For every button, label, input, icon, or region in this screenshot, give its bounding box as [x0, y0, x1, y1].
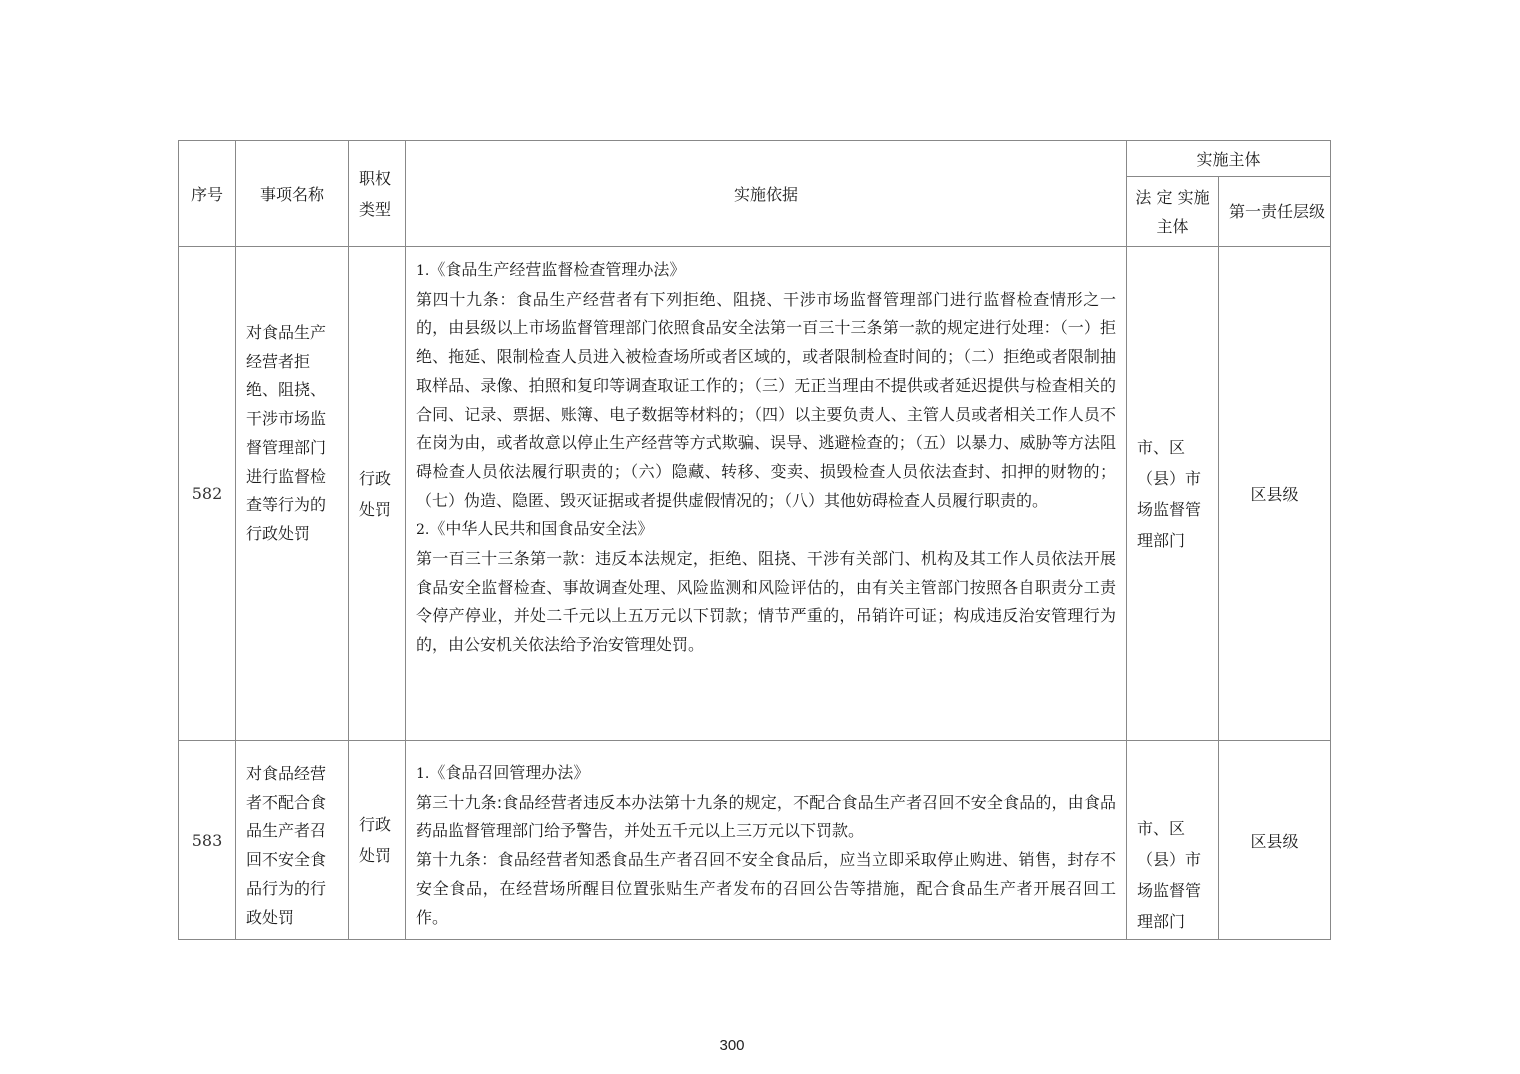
basis-article: 第四十九条：食品生产经营者有下列拒绝、阻挠、干涉市场监督管理部门进行监督检查情形之一的，由县级以上市场监督管理部门依照食品安全法第一百三十三条第一款的规定进行处理：（一）拒绝、拖延、限制检查人员进入被检查场所或者区域的，或者限制检查时间的；（二）拒绝或者限制抽取样品、录像、拍照和复印等调查取证工作的；（三）无正当理由不提供或者延迟提供与检查相关的合同、记录、票据、账簿、电子数据等材料的；（四）以主要负责人、主管人员或者相关工作人员不在岗为由，或者故意以停止生产经营等方式欺骗、误导、逃避检查的；（五）以暴力、威胁等方法阻碍检查人员依法履行职责的；（六）隐藏、转移、变卖、损毁检查人员依法查封、扣押的财物的；（七）伪造、隐匿、毁灭证据或者提供虚假情况的；（八）其他妨碍检查人员履行职责的。	[416, 289, 1116, 510]
basis-doc-title: 1.《食品生产经营监督检查管理办法》	[416, 260, 686, 279]
row-basis	[406, 741, 1127, 940]
row-seq: 583	[179, 741, 236, 940]
basis-article: 第十九条：食品经营者知悉食品生产者召回不安全食品后，应当立即采取停止购进、销售，封存不安全食品，在经营场所醒目位置张贴生产者发布的召回公告等措施，配合食品生产者开展召回工作。	[416, 850, 1116, 927]
header-type: 职权类型	[349, 141, 406, 247]
header-name: 事项名称	[236, 141, 349, 247]
row-seq: 582	[179, 247, 236, 741]
row-legal-subject: 市、区（县）市场监督管理部门	[1127, 741, 1219, 940]
row-item-name: 对食品经营者不配合食品生产者召回不安全食品行为的行政处罚	[236, 741, 349, 940]
row-type: 行政处罚	[349, 741, 406, 940]
table-row	[179, 247, 1331, 741]
enforcement-table	[178, 140, 1331, 940]
row-item-name: 对食品生产经营者拒绝、阻挠、干涉市场监督管理部门进行监督检查等行为的行政处罚	[236, 247, 349, 741]
row-basis	[406, 247, 1127, 741]
basis-article: 第三十九条:食品经营者违反本办法第十九条的规定，不配合食品生产者召回不安全食品的，由食品药品监督管理部门给予警告，并处五千元以上三万元以下罚款。	[416, 792, 1116, 841]
row-legal-subject: 市、区（县）市场监督管理部门	[1127, 247, 1219, 741]
basis-doc-title: 2.《中华人民共和国食品安全法》	[416, 519, 654, 539]
header-legal-subject: 法 定 实施主体	[1127, 177, 1219, 247]
header-basis: 实施依据	[406, 141, 1127, 247]
basis-doc-title: 1.《食品召回管理办法》	[416, 763, 590, 782]
row-first-level: 区县级	[1219, 741, 1331, 940]
header-first-level: 第一责任层级	[1219, 177, 1331, 247]
basis-article: 第一百三十三条第一款：违反本法规定，拒绝、阻挠、干涉有关部门、机构及其工作人员依法开展食品安全监督检查、事故调查处理、风险监测和风险评估的，由有关主管部门按照各自职责分工责令停产停业，并处二千元以上五万元以下罚款；情节严重的，吊销许可证；构成违反治安管理行为的，由公安机关依法给予治安管理处罚。	[416, 549, 1116, 655]
header-subject-group: 实施主体	[1127, 141, 1331, 177]
row-first-level: 区县级	[1219, 247, 1331, 741]
row-type: 行政处罚	[349, 247, 406, 741]
table-row	[179, 741, 1331, 940]
header-seq: 序号	[179, 141, 236, 247]
page-number: 300	[719, 1037, 745, 1054]
